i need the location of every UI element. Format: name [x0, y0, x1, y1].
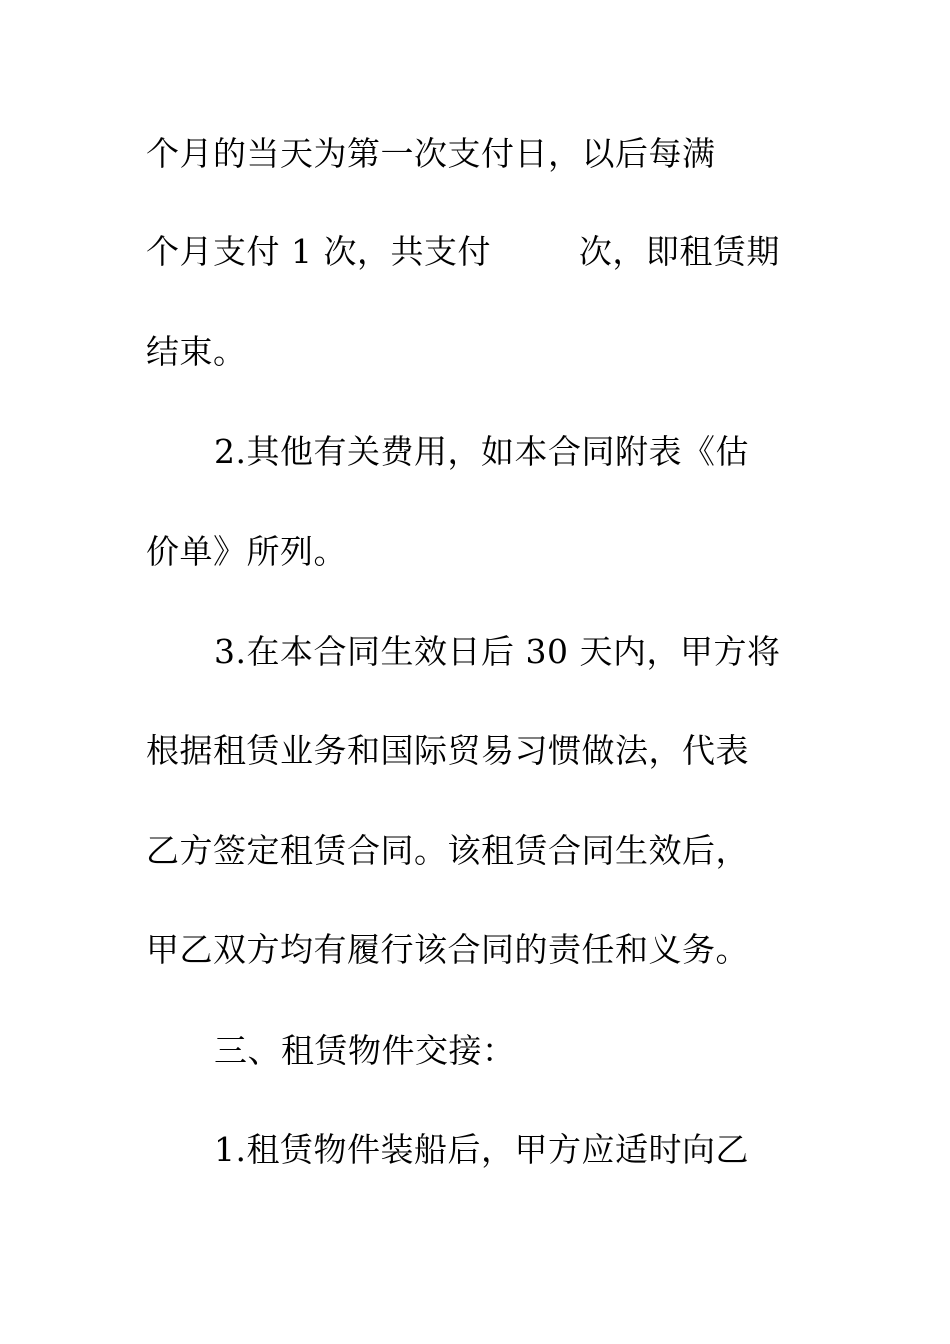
- text-line-2: 个月支付 1 次，共支付 次，即租赁期: [146, 232, 780, 271]
- text-line-6: 3.在本合同生效日后 30 天内，甲方将: [214, 632, 781, 671]
- section-heading: 三、租赁物件交接：: [214, 1031, 516, 1070]
- text-line-9: 甲乙双方均有履行该合同的责任和义务。: [146, 930, 749, 969]
- text-line-3: 结束。: [146, 332, 247, 371]
- text-line-1: 个月的当天为第一次支付日，以后每满: [146, 134, 716, 173]
- text-line-7: 根据租赁业务和国际贸易习惯做法，代表: [146, 731, 749, 770]
- text-line-11: 1.租赁物件装船后，甲方应适时向乙: [214, 1130, 749, 1169]
- text-line-4: 2.其他有关费用，如本合同附表《估: [214, 432, 749, 471]
- text-line-5: 价单》所列。: [146, 532, 347, 571]
- text-line-8: 乙方签定租赁合同。该租赁合同生效后，: [146, 831, 749, 870]
